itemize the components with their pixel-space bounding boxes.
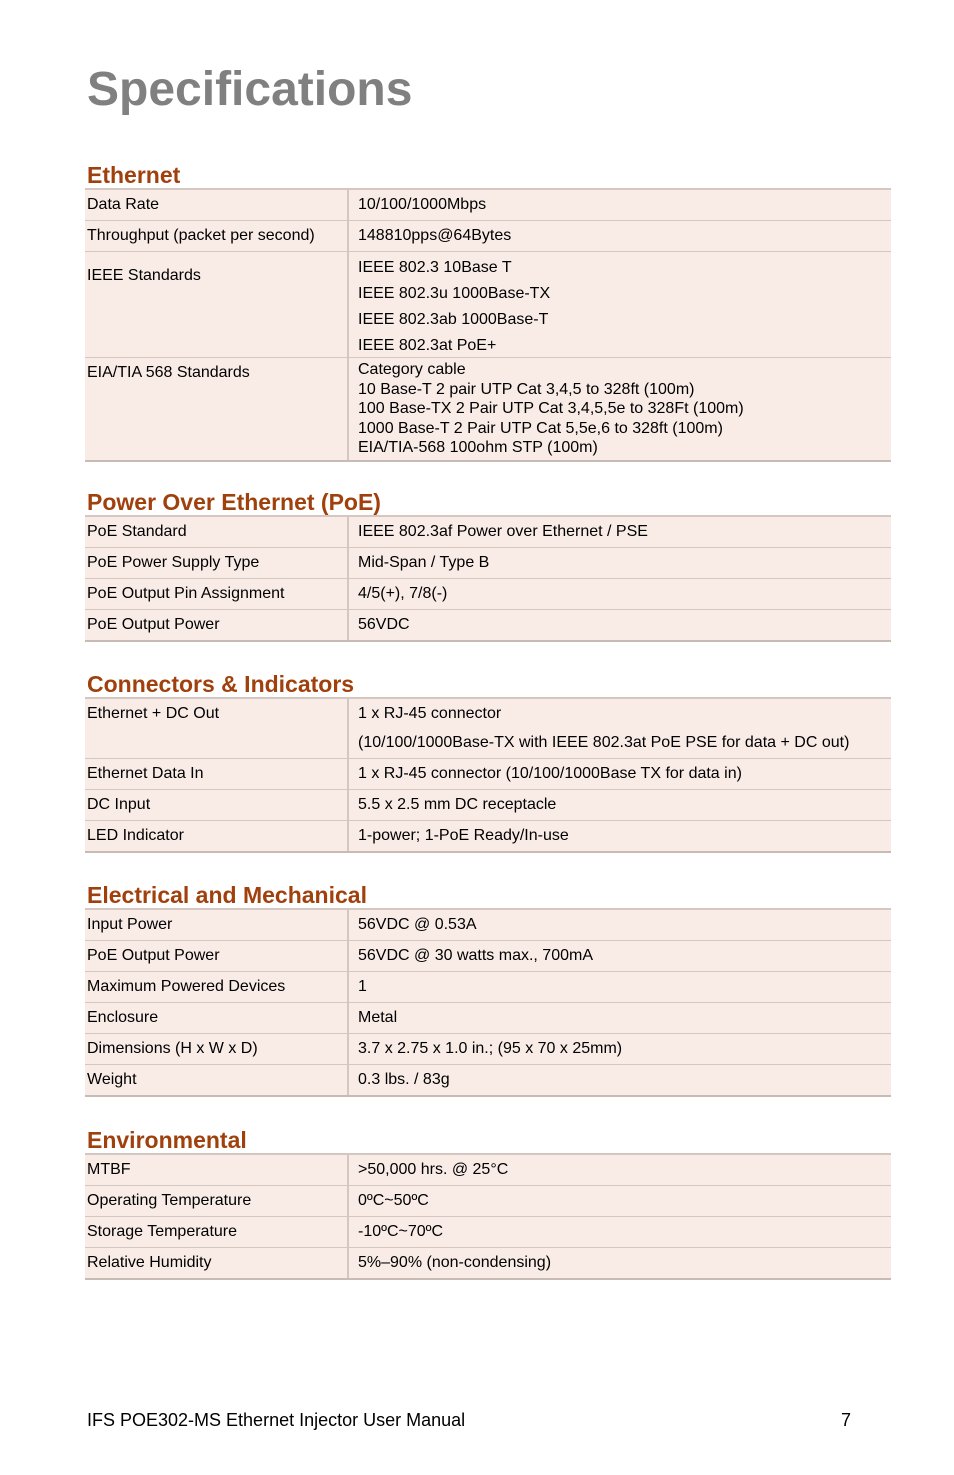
spec-value-line: IEEE 802.3at PoE+ xyxy=(358,337,497,354)
spec-label: Enclosure xyxy=(85,1003,348,1034)
spec-label: Operating Temperature xyxy=(85,1186,348,1217)
table-row xyxy=(85,821,891,853)
spec-value-line: 1 x RJ-45 connector xyxy=(358,705,502,722)
table-row xyxy=(85,548,891,579)
spec-value-line: IEEE 802.3ab 1000Base-T xyxy=(358,311,549,328)
table-row xyxy=(85,790,891,821)
spec-label: MTBF xyxy=(85,1154,348,1186)
spec-label: PoE Output Pin Assignment xyxy=(85,579,348,610)
spec-value: 0.3 lbs. / 83g xyxy=(348,1065,891,1097)
spec-label: Weight xyxy=(85,1065,348,1097)
spec-value: 1 xyxy=(348,972,891,1003)
spec-value: 3.7 x 2.75 x 1.0 in.; (95 x 70 x 25mm) xyxy=(348,1034,891,1065)
page-title: Specifications xyxy=(87,63,413,116)
spec-value: 56VDC xyxy=(348,610,891,642)
ethernet-spec-table xyxy=(85,188,891,462)
section-environmental xyxy=(85,1126,891,1280)
table-row xyxy=(85,189,891,221)
spec-value: 10/100/1000Mbps xyxy=(348,189,891,221)
spec-value: >50,000 hrs. @ 25°C xyxy=(348,1154,891,1186)
spec-value: Mid-Span / Type B xyxy=(348,548,891,579)
table-row xyxy=(85,221,891,252)
table-row xyxy=(85,579,891,610)
footer-manual-title: IFS POE302-MS Ethernet Injector User Manual xyxy=(87,1410,466,1430)
spec-value: -10ºC~70ºC xyxy=(348,1217,891,1248)
section-connectors xyxy=(85,670,891,853)
table-row xyxy=(85,1217,891,1248)
table-row xyxy=(85,1248,891,1280)
spec-label: Ethernet Data In xyxy=(85,759,348,790)
section-poe xyxy=(85,488,891,642)
electrical-spec-table xyxy=(85,908,891,1097)
section-heading-environmental: Environmental xyxy=(87,1127,247,1153)
spec-label: Data Rate xyxy=(85,189,348,221)
table-row xyxy=(85,252,891,358)
spec-value xyxy=(348,698,891,759)
spec-label: DC Input xyxy=(85,790,348,821)
spec-value-line: Category cable xyxy=(358,361,466,378)
table-row xyxy=(85,972,891,1003)
table-row xyxy=(85,1186,891,1217)
spec-label: Dimensions (H x W x D) xyxy=(85,1034,348,1065)
table-row xyxy=(85,759,891,790)
section-heading-poe: Power Over Ethernet (PoE) xyxy=(87,489,381,515)
poe-spec-table xyxy=(85,515,891,642)
table-row xyxy=(85,909,891,941)
spec-value: 148810pps@64Bytes xyxy=(348,221,891,252)
spec-value: 56VDC @ 30 watts max., 700mA xyxy=(348,941,891,972)
spec-label: PoE Output Power xyxy=(85,610,348,642)
table-row xyxy=(85,516,891,548)
table-row xyxy=(85,1034,891,1065)
spec-label: PoE Standard xyxy=(85,516,348,548)
table-row xyxy=(85,1154,891,1186)
section-electrical xyxy=(85,881,891,1097)
spec-value-line: 1000 Base-T 2 Pair UTP Cat 5,5e,6 to 328ft (100m) xyxy=(358,419,723,437)
footer-page-number: 7 xyxy=(840,1410,851,1430)
spec-label: EIA/TIA 568 Standards xyxy=(85,358,348,461)
table-row xyxy=(85,1003,891,1034)
spec-value-line: 10 Base-T 2 pair UTP Cat 3,4,5 to 328ft (100m) xyxy=(358,380,695,398)
spec-label: Ethernet + DC Out xyxy=(85,698,348,759)
spec-label: LED Indicator xyxy=(85,821,348,853)
spec-label: PoE Output Power xyxy=(85,941,348,972)
spec-label: IEEE Standards xyxy=(85,252,348,358)
table-row xyxy=(85,941,891,972)
environmental-spec-table xyxy=(85,1153,891,1280)
spec-value-line: EIA/TIA-568 100ohm STP (100m) xyxy=(358,439,598,456)
spec-value-line: (10/100/1000Base-TX with IEEE 802.3at PoE PSE for data + DC out) xyxy=(358,734,850,751)
section-heading-electrical: Electrical and Mechanical xyxy=(87,882,367,908)
spec-value: Metal xyxy=(348,1003,891,1034)
spec-value-line: 100 Base-TX 2 Pair UTP Cat 3,4,5,5e to 328Ft (100m) xyxy=(358,400,744,417)
spec-label: PoE Power Supply Type xyxy=(85,548,348,579)
connectors-spec-table xyxy=(85,697,891,853)
section-ethernet xyxy=(85,161,891,462)
spec-value: 5%–90% (non-condensing) xyxy=(348,1248,891,1280)
spec-label: Input Power xyxy=(85,909,348,941)
spec-value xyxy=(348,358,891,461)
spec-value: 1-power; 1-PoE Ready/In-use xyxy=(348,821,891,853)
spec-label: Throughput (packet per second) xyxy=(85,221,348,252)
spec-value-line: IEEE 802.3u 1000Base-TX xyxy=(358,285,551,302)
spec-value: 5.5 x 2.5 mm DC receptacle xyxy=(348,790,891,821)
spec-value xyxy=(348,252,891,358)
table-row xyxy=(85,1065,891,1097)
spec-value: 4/5(+), 7/8(-) xyxy=(348,579,891,610)
table-row xyxy=(85,698,891,759)
spec-label: Maximum Powered Devices xyxy=(85,972,348,1003)
section-heading-connectors: Connectors & Indicators xyxy=(87,671,355,697)
section-heading-ethernet: Ethernet xyxy=(87,162,181,188)
table-row xyxy=(85,358,891,461)
spec-label: Storage Temperature xyxy=(85,1217,348,1248)
spec-value-line: IEEE 802.3 10Base T xyxy=(358,259,512,276)
spec-value: IEEE 802.3af Power over Ethernet / PSE xyxy=(348,516,891,548)
spec-label: Relative Humidity xyxy=(85,1248,348,1280)
table-row xyxy=(85,610,891,642)
spec-value: 1 x RJ-45 connector (10/100/1000Base TX for data in) xyxy=(348,759,891,790)
spec-value: 56VDC @ 0.53A xyxy=(348,909,891,941)
spec-value: 0ºC~50ºC xyxy=(348,1186,891,1217)
